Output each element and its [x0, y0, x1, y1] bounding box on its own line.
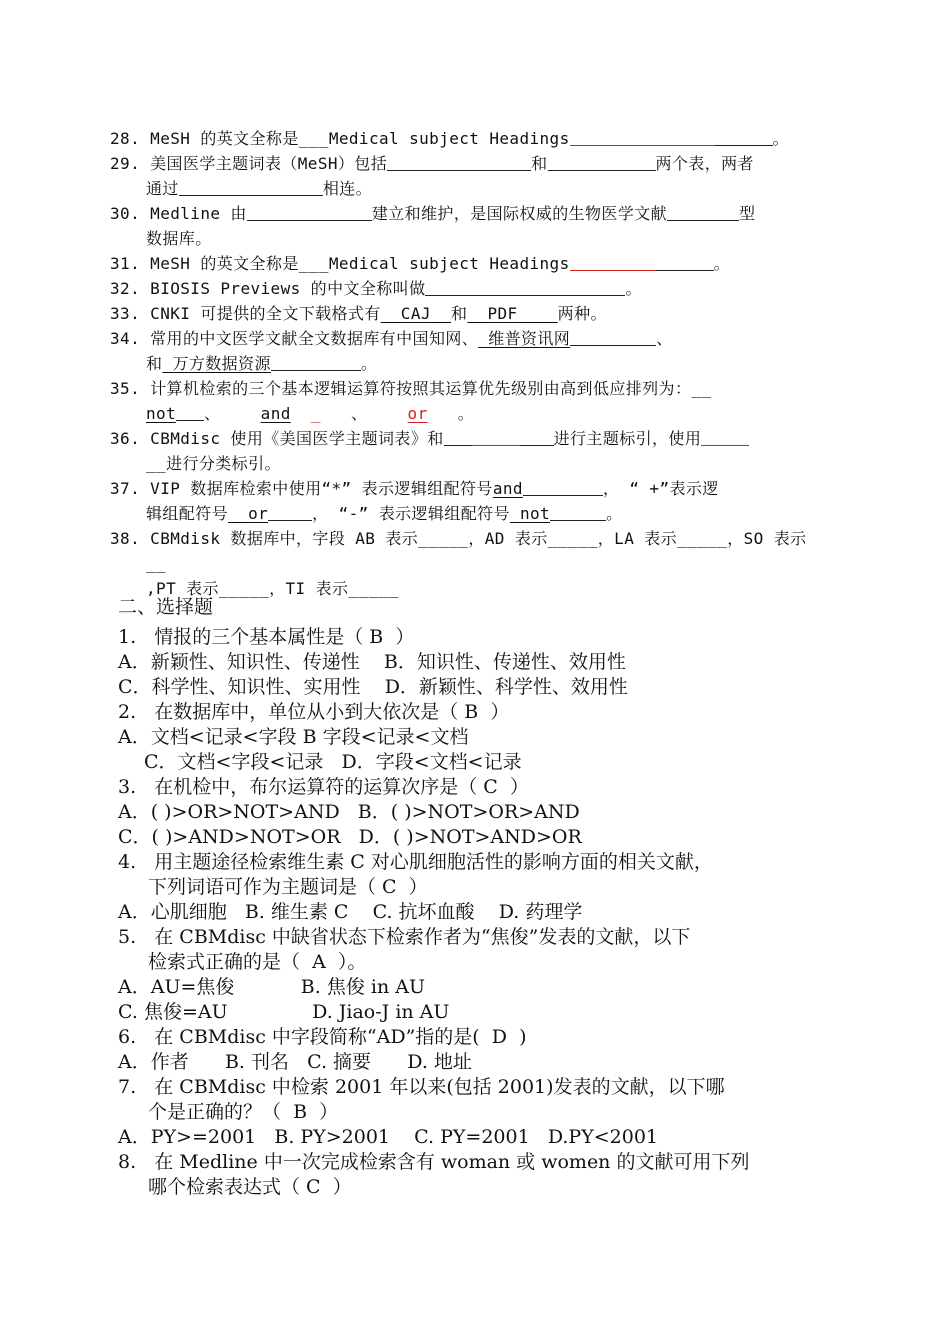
choice-option: C. 焦俊=AU D. Jiao-J in AU [118, 1001, 450, 1023]
choice-option: A．( )>OR>NOT>AND B．( )>NOT>OR>AND [118, 801, 580, 823]
choice-stem: 7. 在 CBMdisc 中检索 2001 年以来(包括 2001)发表的文献，以下哪 [118, 1076, 725, 1098]
choice-stem-continued: 个是正确的？（ B ） [148, 1101, 339, 1123]
choice-stem: 3. 在机检中，布尔运算符的运算次序是（ C ） [118, 776, 529, 798]
choice-option: A．作者 B. 刊名 C. 摘要 D. 地址 [118, 1051, 472, 1073]
choice-stem: 4. 用主题途径检索维生素 C 对心肌细胞活性的影响方面的相关文献， [118, 851, 713, 873]
choice-stem-continued: 哪个检索表达式（ C ） [148, 1176, 352, 1198]
question-31: 31. MeSH 的英文全称是___Medical subject Headings 。 [110, 254, 731, 273]
question-33: 33. CNKI 可提供的全文下载格式有__CAJ__和__PDF____两种。 [110, 304, 607, 323]
question-35: 35. 计算机检索的三个基本逻辑运算符按照其运算优先级别由高到低应排列为：__ not 、 and _ 、 or 。 [110, 379, 712, 423]
question-30: 30. Medline 由 建立和维护，是国际权威的生物医学文献 型 数据库。 [110, 204, 756, 248]
choice-option: A．文档<记录<字段 B 字段<记录<文档 [118, 726, 469, 748]
question-37: 37. VIP 数据库检索中使用“*” 表示逻辑组配符号and ， “ +”表示逻 辑组配符号__or ， “-” 表示逻辑组配符号 not 。 [110, 479, 719, 523]
question-34: 34. 常用的中文医学文献全文数据库有中国知网、 维普资讯网 、 和 万方数据资源 。 [110, 329, 673, 373]
choice-stem: 2. 在数据库中，单位从小到大依次是（ B ） [118, 701, 510, 723]
section-title: 二、选择题 [118, 596, 214, 618]
fill-in-blank-section [110, 126, 810, 601]
choice-stem: 1. 情报的三个基本属性是（ B ） [118, 626, 415, 648]
choice-stem-continued: 检索式正确的是（ A ）。 [148, 951, 367, 973]
choice-option: C．科学性、知识性、实用性 D．新颖性、科学性、效用性 [118, 676, 628, 698]
question-32: 32. BIOSIS Previews 的中文全称叫做 。 [110, 279, 642, 298]
choice-option: A．新颖性、知识性、传递性 B．知识性、传递性、效用性 [118, 651, 626, 673]
choice-option: A．AU=焦俊 B. 焦俊 in AU [118, 976, 425, 998]
question-29: 29. 美国医学主题词表（MeSH）包括 和 两个表，两者 通过 相连。 [110, 154, 754, 198]
multiple-choice-section [118, 625, 838, 1200]
question-38: 38. CBMdisk 数据库中，字段 AB 表示_____，AD 表示_____，LA 表示_____，SO 表示__ ,PT 表示_____，TI 表示_____ [110, 529, 807, 598]
choice-stem: 8. 在 Medline 中一次完成检索含有 woman 或 women 的文献可用下列 [118, 1151, 750, 1173]
choice-stem-continued: 下列词语可作为主题词是（ C ） [148, 876, 428, 898]
choice-stem: 6. 在 CBMdisc 中字段简称“AD”指的是( D ) [118, 1026, 527, 1048]
choice-stem: 5. 在 CBMdisc 中缺省状态下检索作者为“焦俊”发表的文献，以下 [118, 926, 691, 948]
choice-option: A．心肌细胞 B. 维生素 C C. 抗坏血酸 D. 药理学 [118, 901, 583, 923]
choice-option: C．文档<字段<记录 D．字段<文档<记录 [144, 751, 522, 773]
question-36: 36. CBMdisc 使用《美国医学主题词表》和 进行主题标引，使用 __进行分类标引。 [110, 426, 810, 476]
question-28: 28. MeSH 的英文全称是___Medical subject Headings 。 [110, 129, 790, 148]
choice-option: C．( )>AND>NOT>OR D．( )>NOT>AND>OR [118, 826, 582, 848]
choice-option: A．PY>=2001 B. PY>2001 C. PY=2001 D.PY<2001 [118, 1126, 659, 1148]
